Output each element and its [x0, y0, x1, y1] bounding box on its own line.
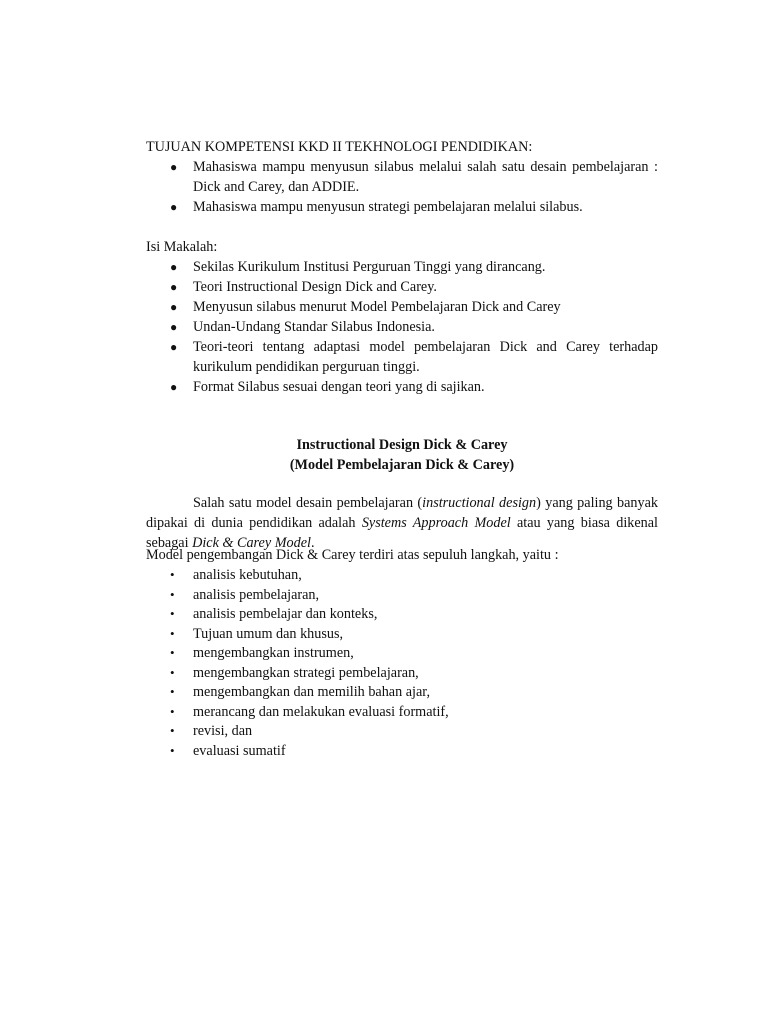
list-item — [146, 682, 658, 702]
list-item-text: Menyusun silabus menurut Model Pembelajaran Dick and Carey — [193, 299, 561, 315]
paragraph-text: . — [310, 535, 315, 551]
list-item-text: analisis pembelajaran, — [193, 586, 320, 603]
list-item-text: Teori-teori tentang adaptasi model pembelajaran Dick and Carey terhadap kurikulum pendidikan perguruan tinggi. — [193, 339, 658, 375]
bullet-icon: ● — [170, 260, 178, 274]
paragraph-text: atau yang biasa dikenal sebagai — [146, 515, 658, 551]
bullet-icon: • — [170, 606, 175, 621]
list-item — [146, 741, 658, 761]
bullet-icon: • — [170, 625, 175, 641]
list-item-text: Mahasiswa mampu menyusun silabus melalui salah satu desain pembelajaran : Dick and Carey, dan ADDIE. — [193, 159, 658, 195]
section-title — [146, 435, 658, 475]
isi-makalah-list — [146, 257, 658, 397]
list-item — [146, 337, 658, 377]
bullet-icon: ● — [170, 300, 178, 314]
list-item-text: Tujuan umum dan khusus, — [193, 625, 344, 642]
list-item-text: mengembangkan dan memilih bahan ajar, — [193, 684, 430, 700]
bullet-icon: ● — [170, 160, 178, 174]
paragraph-text: Salah satu model desain pembelajaran ( — [193, 495, 423, 511]
bullet-icon: • — [170, 742, 175, 758]
bullet-icon: • — [170, 567, 175, 582]
list-item-text: mengembangkan strategi pembelajaran, — [193, 664, 419, 681]
list-item — [146, 624, 658, 644]
steps-intro: Model pengembangan Dick & Carey terdiri atas sepuluh langkah, yaitu : — [146, 547, 559, 563]
kompetensi-heading: TUJUAN KOMPETENSI KKD II TEKHNOLOGI PENDIDIKAN: — [146, 139, 533, 155]
paragraph-text: ) yang paling banyak dipakai di dunia pendidikan adalah — [146, 495, 659, 531]
bullet-icon: ● — [170, 200, 178, 214]
list-item-text: Teori Instructional Design Dick and Carey. — [193, 279, 437, 295]
list-item — [146, 157, 658, 197]
section-title-line-2: (Model Pembelajaran Dick & Carey) — [289, 457, 515, 473]
list-item-text: Sekilas Kurikulum Institusi Perguruan Tinggi yang dirancang. — [193, 259, 546, 275]
paragraph-emphasis: instructional design — [422, 495, 537, 511]
list-item-text: merancang dan melakukan evaluasi formatif, — [193, 703, 449, 720]
list-item-text: Undan-Undang Standar Silabus Indonesia. — [193, 319, 435, 335]
list-item — [146, 585, 658, 605]
list-item — [146, 702, 658, 722]
list-item-text: Format Silabus sesuai dengan teori yang di sajikan. — [193, 379, 485, 395]
list-item — [146, 377, 658, 397]
body-paragraph — [146, 493, 658, 553]
tujuan-list — [146, 157, 658, 217]
bullet-icon: ● — [170, 280, 178, 294]
bullet-icon: • — [170, 703, 175, 719]
list-item — [146, 604, 658, 624]
list-item — [146, 317, 658, 337]
bullet-icon: ● — [170, 380, 178, 394]
list-item — [146, 257, 658, 277]
list-item-text: analisis pembelajar dan konteks, — [193, 606, 378, 622]
list-item — [146, 277, 658, 297]
bullet-icon: • — [170, 723, 175, 738]
isi-makalah-label: Isi Makalah: — [146, 239, 218, 255]
bullet-icon: • — [170, 586, 175, 602]
bullet-icon: • — [170, 645, 175, 660]
bullet-icon: • — [170, 684, 175, 699]
steps-list — [146, 565, 658, 760]
list-item — [146, 663, 658, 683]
bullet-icon: ● — [170, 340, 178, 354]
list-item — [146, 565, 658, 585]
bullet-icon: ● — [170, 320, 178, 334]
list-item — [146, 721, 658, 741]
section-title-line-1: Instructional Design Dick & Carey — [296, 437, 508, 453]
list-item-text: Mahasiswa mampu menyusun strategi pembelajaran melalui silabus. — [193, 199, 583, 215]
list-item-text: analisis kebutuhan, — [193, 567, 302, 583]
list-item-text: evaluasi sumatif — [193, 742, 286, 759]
list-item — [146, 643, 658, 663]
bullet-icon: • — [170, 664, 175, 680]
list-item-text: revisi, dan — [193, 723, 253, 739]
list-item-text: mengembangkan instrumen, — [193, 645, 354, 661]
paragraph-emphasis: Systems Approach Model — [361, 515, 511, 531]
paragraph-emphasis: Dick & Carey Model — [192, 535, 311, 551]
list-item — [146, 197, 658, 217]
list-item — [146, 297, 658, 317]
